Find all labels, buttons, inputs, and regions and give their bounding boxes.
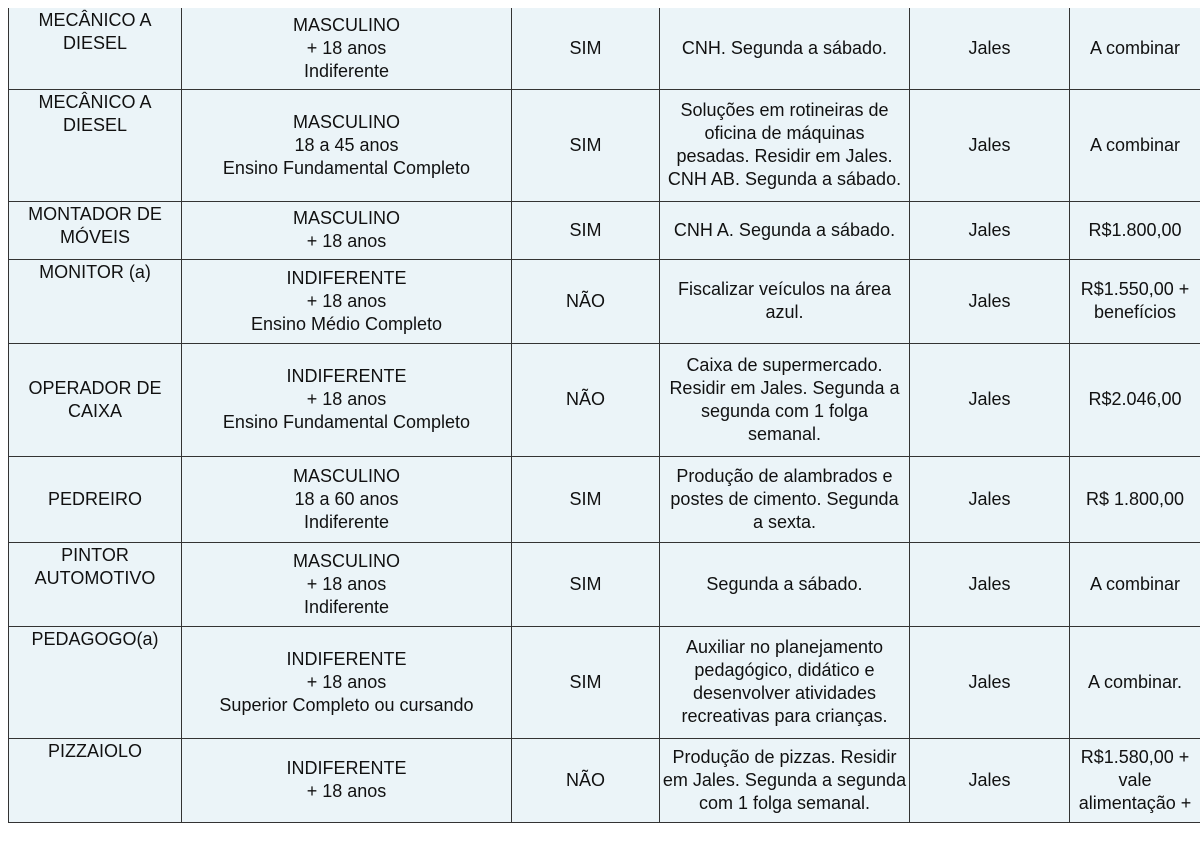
description-cell xyxy=(660,738,910,822)
job-city: Jales xyxy=(968,219,1011,240)
job-description: Fiscalizar veículos na área azul. xyxy=(677,279,892,322)
job-title-cell xyxy=(9,201,182,259)
job-title: MONITOR (a) xyxy=(39,261,151,282)
job-title-cell xyxy=(9,626,182,738)
table-row xyxy=(9,343,1200,456)
experience-required: NÃO xyxy=(565,389,605,409)
experience-cell xyxy=(512,259,660,343)
profile-cell xyxy=(182,89,512,201)
job-title-cell xyxy=(9,89,182,201)
salary-cell xyxy=(1070,343,1200,456)
candidate-profile: MASCULINO 18 a 60 anos Indiferente xyxy=(292,465,400,532)
table-row xyxy=(9,542,1200,626)
description-cell xyxy=(660,8,910,89)
job-salary: R$1.550,00 + benefícios xyxy=(1080,279,1190,322)
description-cell xyxy=(660,542,910,626)
candidate-profile: MASCULINO 18 a 45 anos Ensino Fundamental Completo xyxy=(222,111,471,178)
job-listings-body xyxy=(9,8,1200,822)
profile-cell xyxy=(182,201,512,259)
job-description: Produção de alambrados e postes de cimento. Segunda a sexta. xyxy=(670,465,899,532)
profile-cell xyxy=(182,738,512,822)
table-row xyxy=(9,626,1200,738)
experience-cell xyxy=(512,626,660,738)
description-cell xyxy=(660,626,910,738)
experience-cell xyxy=(512,201,660,259)
job-salary: A combinar xyxy=(1089,134,1181,155)
experience-required: SIM xyxy=(569,37,602,58)
job-city: Jales xyxy=(968,389,1011,409)
job-title: PEDAGOGO(a) xyxy=(31,628,159,649)
description-cell xyxy=(660,343,910,456)
city-cell xyxy=(910,456,1070,542)
job-salary: A combinar. xyxy=(1087,671,1183,692)
salary-cell xyxy=(1070,259,1200,343)
salary-cell xyxy=(1070,456,1200,542)
job-salary: R$1.800,00 xyxy=(1088,219,1182,240)
city-cell xyxy=(910,738,1070,822)
job-title-cell xyxy=(9,259,182,343)
job-title-cell xyxy=(9,738,182,822)
description-cell xyxy=(660,259,910,343)
experience-cell xyxy=(512,542,660,626)
city-cell xyxy=(910,626,1070,738)
job-description: Segunda a sábado. xyxy=(706,573,863,594)
city-cell xyxy=(910,259,1070,343)
city-cell xyxy=(910,343,1070,456)
salary-cell xyxy=(1070,626,1200,738)
job-title: MECÂNICO A DIESEL xyxy=(38,91,152,135)
description-cell xyxy=(660,456,910,542)
job-title: PINTOR AUTOMOTIVO xyxy=(34,544,156,588)
table-row xyxy=(9,738,1200,822)
city-cell xyxy=(910,89,1070,201)
experience-cell xyxy=(512,738,660,822)
profile-cell xyxy=(182,626,512,738)
city-cell xyxy=(910,201,1070,259)
table-row xyxy=(9,259,1200,343)
job-description: Caixa de supermercado. Residir em Jales. Segunda a segunda com 1 folga semanal. xyxy=(669,354,900,444)
experience-required: SIM xyxy=(569,573,602,594)
candidate-profile: MASCULINO + 18 anos Indiferente xyxy=(292,14,400,81)
city-cell xyxy=(910,542,1070,626)
salary-cell xyxy=(1070,8,1200,89)
job-title: MECÂNICO A DIESEL xyxy=(38,10,152,53)
job-city: Jales xyxy=(968,134,1011,155)
experience-required: SIM xyxy=(569,134,602,155)
job-title-cell xyxy=(9,456,182,542)
job-description: CNH. Segunda a sábado. xyxy=(681,37,888,58)
candidate-profile: MASCULINO + 18 anos xyxy=(292,208,400,251)
salary-cell xyxy=(1070,89,1200,201)
table-row xyxy=(9,201,1200,259)
job-salary: A combinar xyxy=(1089,573,1181,594)
experience-required: NÃO xyxy=(565,290,605,311)
job-salary: R$1.580,00 + vale alimentação + xyxy=(1078,746,1192,813)
job-description: Soluções em rotineiras de oficina de máquinas pesadas. Residir em Jales. CNH AB. Segunda a sábado. xyxy=(667,100,902,189)
profile-cell xyxy=(182,456,512,542)
job-salary: A combinar xyxy=(1089,37,1181,58)
job-city: Jales xyxy=(968,488,1011,509)
candidate-profile: MASCULINO + 18 anos Indiferente xyxy=(292,550,400,617)
job-title-cell xyxy=(9,542,182,626)
job-description: CNH A. Segunda a sábado. xyxy=(673,219,896,240)
city-cell xyxy=(910,8,1070,89)
description-cell xyxy=(660,89,910,201)
candidate-profile: INDIFERENTE + 18 anos Superior Completo ou cursando xyxy=(219,648,474,715)
table-row xyxy=(9,456,1200,542)
experience-required: NÃO xyxy=(565,769,605,790)
job-listings-table xyxy=(8,8,1200,823)
experience-required: SIM xyxy=(569,219,602,240)
profile-cell xyxy=(182,8,512,89)
experience-cell xyxy=(512,456,660,542)
candidate-profile: INDIFERENTE + 18 anos Ensino Fundamental Completo xyxy=(222,366,471,432)
table-row xyxy=(9,89,1200,201)
salary-cell xyxy=(1070,201,1200,259)
experience-required: SIM xyxy=(569,488,602,509)
job-title: PEDREIRO xyxy=(47,488,143,509)
profile-cell xyxy=(182,542,512,626)
description-cell xyxy=(660,201,910,259)
table-row xyxy=(9,8,1200,89)
salary-cell xyxy=(1070,542,1200,626)
experience-cell xyxy=(512,8,660,89)
experience-required: SIM xyxy=(569,671,602,692)
job-salary: R$2.046,00 xyxy=(1088,389,1182,409)
job-city: Jales xyxy=(968,290,1011,311)
candidate-profile: INDIFERENTE + 18 anos Ensino Médio Completo xyxy=(250,267,443,334)
experience-cell xyxy=(512,89,660,201)
job-description: Produção de pizzas. Residir em Jales. Segunda a segunda com 1 folga semanal. xyxy=(662,746,907,813)
job-description: Auxiliar no planejamento pedagógico, didático e desenvolver atividades recreativas para crianças. xyxy=(681,637,888,726)
experience-cell xyxy=(512,343,660,456)
job-title-cell xyxy=(9,8,182,89)
job-salary: R$ 1.800,00 xyxy=(1085,488,1185,509)
candidate-profile: INDIFERENTE + 18 anos xyxy=(286,758,407,801)
profile-cell xyxy=(182,259,512,343)
profile-cell xyxy=(182,343,512,456)
job-title: MONTADOR DE MÓVEIS xyxy=(28,203,162,247)
job-city: Jales xyxy=(968,671,1011,692)
job-title: PIZZAIOLO xyxy=(47,740,143,761)
job-city: Jales xyxy=(968,573,1011,594)
job-city: Jales xyxy=(968,37,1011,58)
job-title: OPERADOR DE CAIXA xyxy=(28,377,162,421)
job-city: Jales xyxy=(968,769,1011,790)
job-title-cell xyxy=(9,343,182,456)
salary-cell xyxy=(1070,738,1200,822)
